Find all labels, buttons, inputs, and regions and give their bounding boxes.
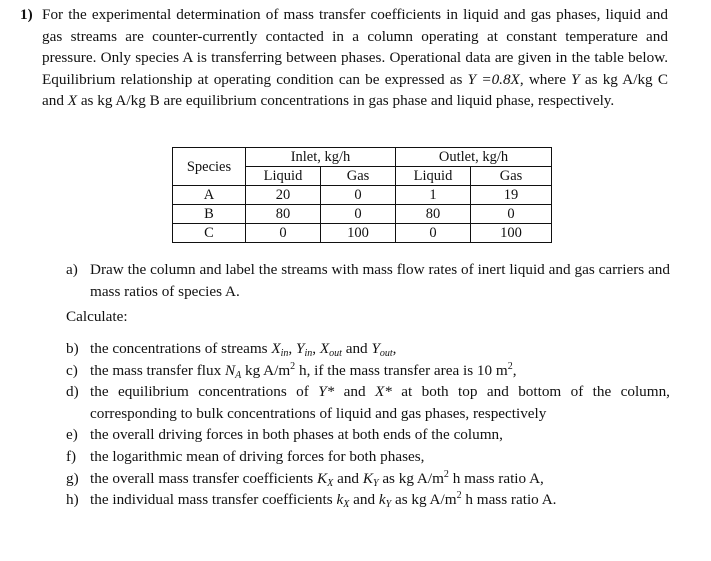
part-a: a) Draw the column and label the streams with mass flow rates of inert liquid and gas carriers and mass ratios of species A. bbox=[66, 261, 670, 300]
table-row: C 0 100 0 100 bbox=[173, 224, 552, 243]
species-header: Species bbox=[173, 148, 246, 186]
part-h: h) the individual mass transfer coefficients $k_X$ and $k_Y$ as kg $A/m^2$ h mass ratio A. bbox=[66, 490, 557, 511]
outlet-header: Outlet, kg/h bbox=[396, 148, 552, 167]
table-row: A 20 0 1 19 bbox=[173, 186, 552, 205]
table-row: B 80 0 80 0 bbox=[173, 205, 552, 224]
equilibrium-equation: Y =0.8X bbox=[467, 70, 520, 88]
part-d: d) the equilibrium concentrations of Y* and X* at both top and bottom of the column, corresponding to bulk concentrations of liquid and gas phases, respectively bbox=[66, 383, 670, 422]
inlet-gas-header: Gas bbox=[321, 167, 396, 186]
part-a-list bbox=[66, 259, 670, 302]
part-b: b) the concentrations of streams $X_{in}$, $Y_{in}$, $X_{out}$ and $Y_{out}$, bbox=[66, 340, 397, 359]
outlet-gas-header: Gas bbox=[471, 167, 552, 186]
parts-list bbox=[66, 338, 670, 511]
inlet-liquid-header: Liquid bbox=[246, 167, 321, 186]
outlet-liquid-header: Liquid bbox=[396, 167, 471, 186]
inlet-header: Inlet, kg/h bbox=[246, 148, 396, 167]
part-e: e) the overall driving forces in both phases at both ends of the column, bbox=[66, 426, 503, 444]
question-number: 1) bbox=[20, 6, 33, 23]
table-header-row bbox=[173, 148, 552, 167]
problem-statement: For the experimental determination of mass transfer coefficients in liquid and gas phases, liquid and gas streams are counter-currently contacted in a column operating at constant temperature and pressure. Only species A is transferring between phases. Operational data are given in the table below. Equilibrium relationship at operating condition can be expressed as Y =0.8X, where Y as kg A/kg C and X as kg A/kg B are equilibrium concentrations in gas phase and liquid phase, respectively. bbox=[42, 6, 668, 110]
part-g: g) the overall mass transfer coefficients $K_X$ and $K_Y$ as kg $A/m^2$ h mass ratio A, bbox=[66, 468, 544, 489]
part-c: c) the mass transfer flux $N_A$ kg $A/m^2$ h, if the mass transfer area is 10 $m^2$, bbox=[66, 360, 517, 381]
operational-data-table bbox=[172, 147, 552, 243]
part-f: f) the logarithmic mean of driving forces for both phases, bbox=[66, 447, 425, 465]
calculate-label: Calculate: bbox=[66, 308, 128, 325]
